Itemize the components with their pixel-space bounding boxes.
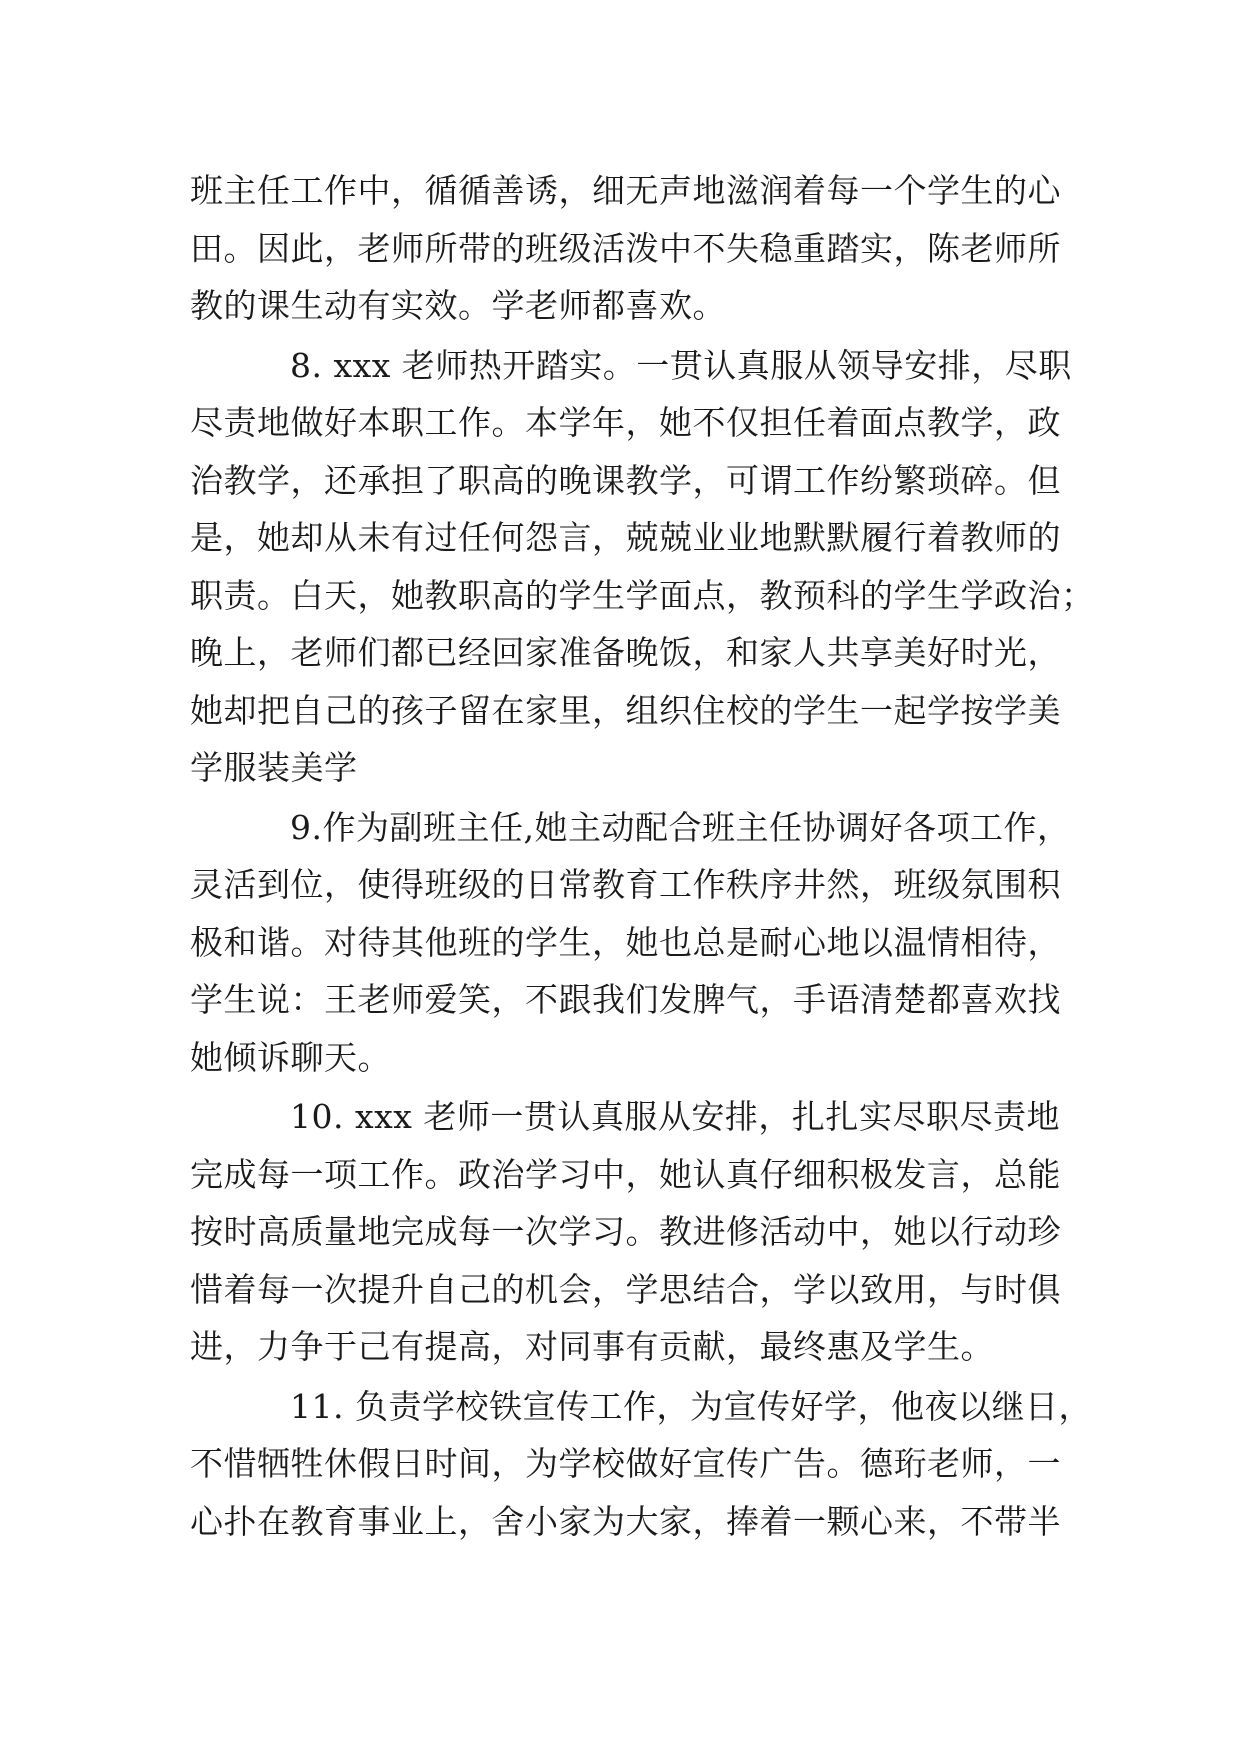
text-line: 教的课生动有实效。学老师都喜欢。 [190,286,726,325]
text-line: 班主任工作中，循循善诱，细无声地滋润着每一个学生的心 [190,171,1061,210]
text-line: 按时高质量地完成每一次学习。教进修活动中，她以行动珍 [190,1212,1061,1251]
text-line: 她倾诉聊天。 [190,1037,391,1077]
text-line: 惜着每一次提升自己的机会，学思结合，学以致用，与时俱 [190,1269,1061,1309]
text-line: 晚上，老师们都已经回家准备晚饭，和家人共享美好时光， [190,633,1061,672]
paragraph-continuation [190,162,1060,335]
text-line: 田。因此，老师所带的班级活泼中不失稳重踏实，陈老师所 [190,228,1061,268]
text-line: 灵活到位，使得班级的日常教育工作秩序井然，班级氛围积 [190,865,1061,904]
text-line: 是，她却从未有过任何怨言，兢兢业业地默默履行着教师的 [190,518,1061,557]
text-line: 职责。白天，她教职高的学生学面点，教预科的学生学政治； [190,575,1095,615]
text-line: 治教学，还承担了职高的晚课教学，可谓工作纷繁琐碎。但 [190,460,1061,500]
text-line: 尽责地做好本职工作。本学年，她不仅担任着面点教学，政 [190,403,1061,442]
paragraph-item-11 [190,1378,1092,1551]
text-line: 她却把自己的孩子留在家里，组织住校的学生一起学按学美 [190,690,1061,730]
paragraph-item-8 [190,337,1095,797]
paragraph-item-10 [190,1088,1060,1376]
document-body [190,162,1095,1550]
text-line: 进，力争于己有提高，对同事有贡献，最终惠及学生。 [190,1327,994,1366]
text-line: 9.作为副班主任,她主动配合班主任协调好各项工作， [290,807,1071,847]
text-line: 学生说：王老师爱笑，不跟我们发脾气，手语清楚都喜欢找 [190,980,1061,1019]
text-line: 8. xxx 老师热开踏实。一贯认真服从领导安排，尽职 [290,345,1072,385]
text-line: 11. 负责学校铁宣传工作，为宣传好学，他夜以继日， [290,1386,1092,1426]
text-line: 极和谐。对待其他班的学生，她也总是耐心地以温情相待， [190,922,1061,962]
text-line: 完成每一项工作。政治学习中，她认真仔细积极发言，总能 [190,1154,1061,1194]
paragraph-item-9 [190,799,1071,1087]
text-line: 不惜牺牲休假日时间，为学校做好宣传广告。德珩老师，一 [190,1444,1061,1483]
text-line: 10. xxx 老师一贯认真服从安排，扎扎实尽职尽责地 [290,1097,1060,1136]
text-line: 学服装美学 [190,748,358,787]
text-line: 心扑在教育事业上，舍小家为大家，捧着一颗心来，不带半 [190,1501,1061,1541]
